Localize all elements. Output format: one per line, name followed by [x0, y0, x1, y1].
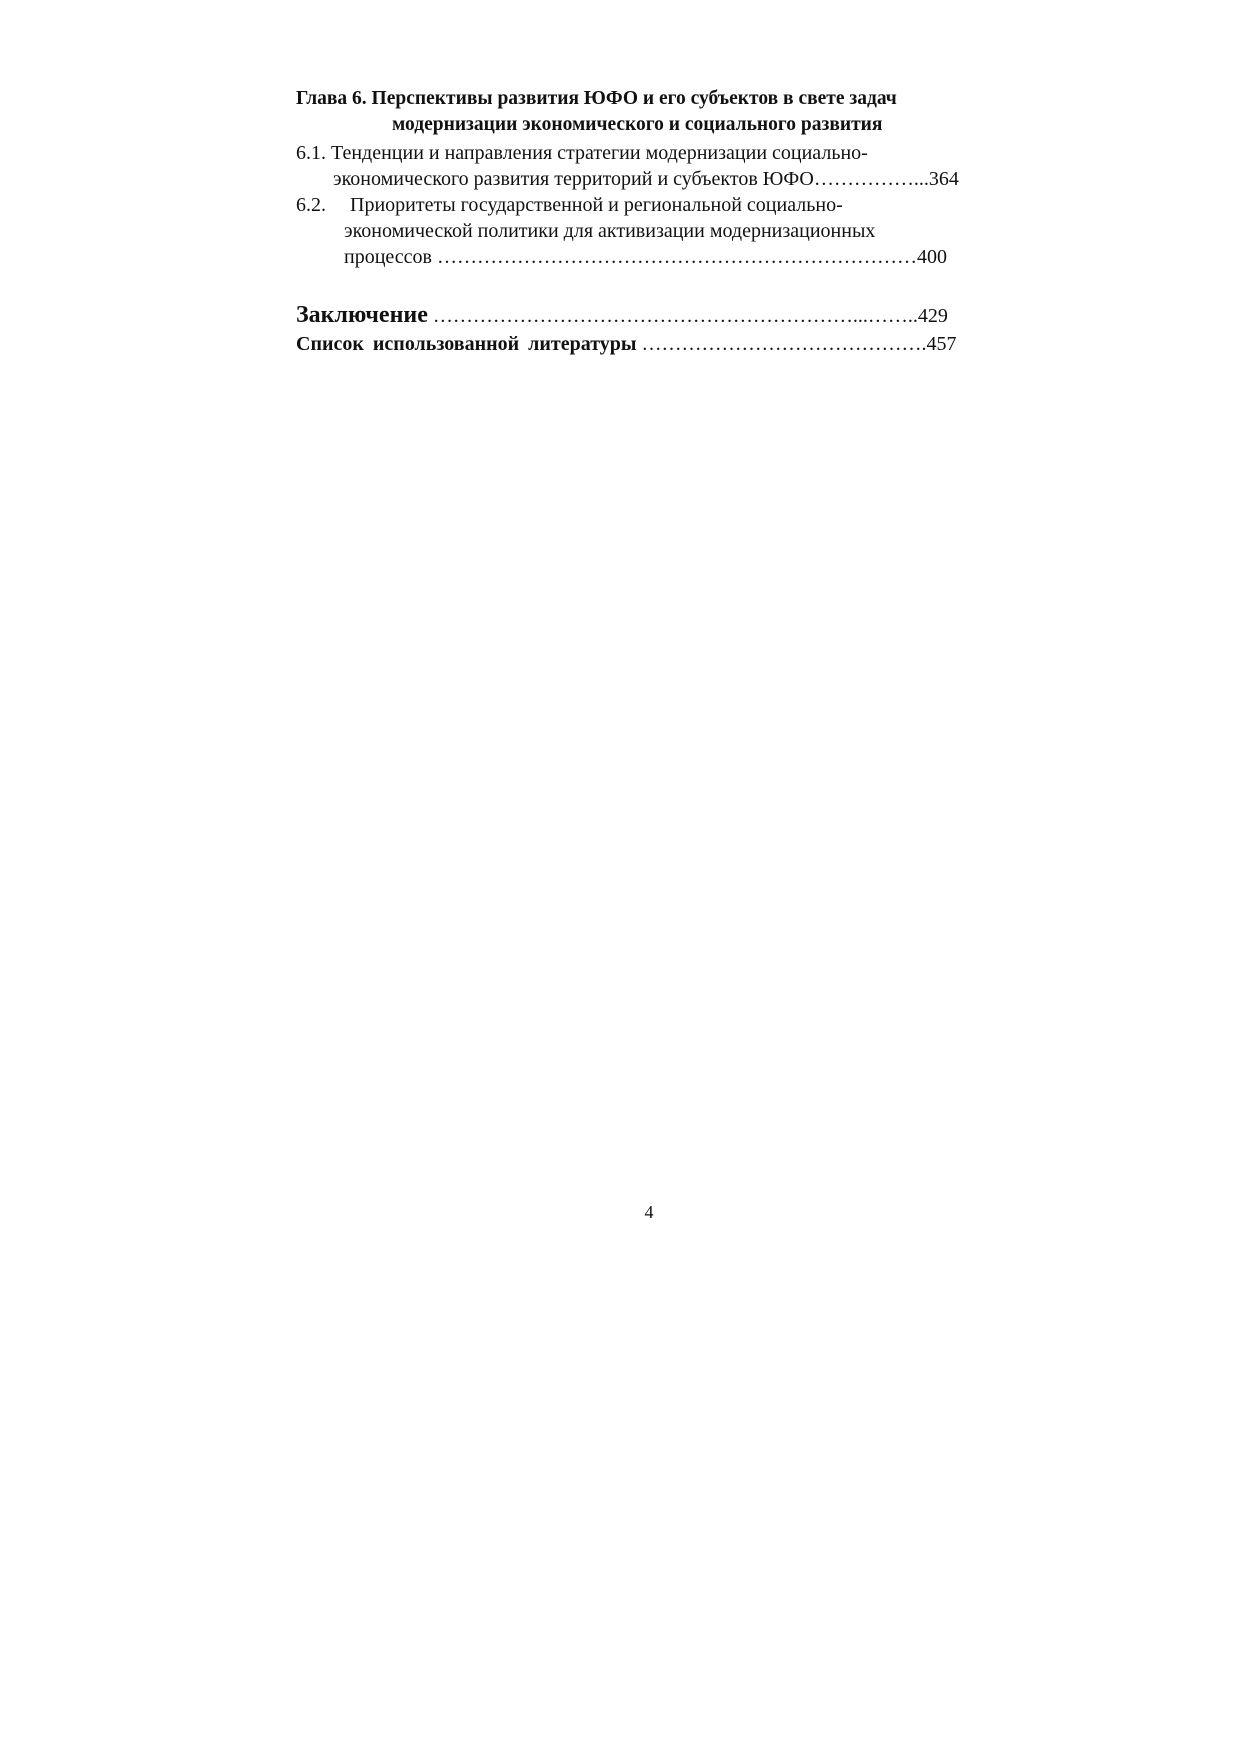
toc-entry-6-1-line-1: 6.1. Тенденции и направления стратегии модернизации социально- — [296, 142, 868, 164]
chapter-6-title — [296, 86, 1016, 138]
toc-entry-6-1[interactable] — [296, 140, 1016, 192]
toc-entry-6-2-number: 6.2. — [296, 194, 326, 216]
chapter-6-title-line-2: модернизации экономического и социального развития — [392, 114, 883, 135]
table-of-contents — [296, 86, 1016, 357]
page-number: 4 — [644, 1202, 654, 1222]
toc-entry-conclusion-label: Заключение — [296, 302, 428, 328]
toc-entry-6-2-line-3: процессов ………………………………………………………………400 — [344, 246, 947, 268]
toc-entry-bibliography-leader: …………………………………….457 — [636, 333, 957, 355]
toc-entry-6-2-line-2: экономической политики для активизации модернизационных — [344, 220, 876, 242]
chapter-6-title-line-1: Глава 6. Перспективы развития ЮФО и его субъектов в свете задач — [296, 88, 897, 109]
toc-entry-6-1-line-2: экономического развития территорий и субъектов ЮФО……………...364 — [333, 168, 959, 190]
toc-entry-6-2[interactable] — [296, 192, 1016, 270]
toc-entry-conclusion-leader: ………………………………………………………...……..429 — [427, 305, 948, 327]
toc-entry-6-2-line-1: Приоритеты государственной и региональной социально- — [350, 194, 843, 216]
toc-entry-conclusion[interactable] — [296, 300, 1016, 331]
toc-entry-bibliography[interactable] — [296, 331, 1016, 357]
toc-entry-bibliography-label: Список использованной литературы — [296, 333, 637, 355]
